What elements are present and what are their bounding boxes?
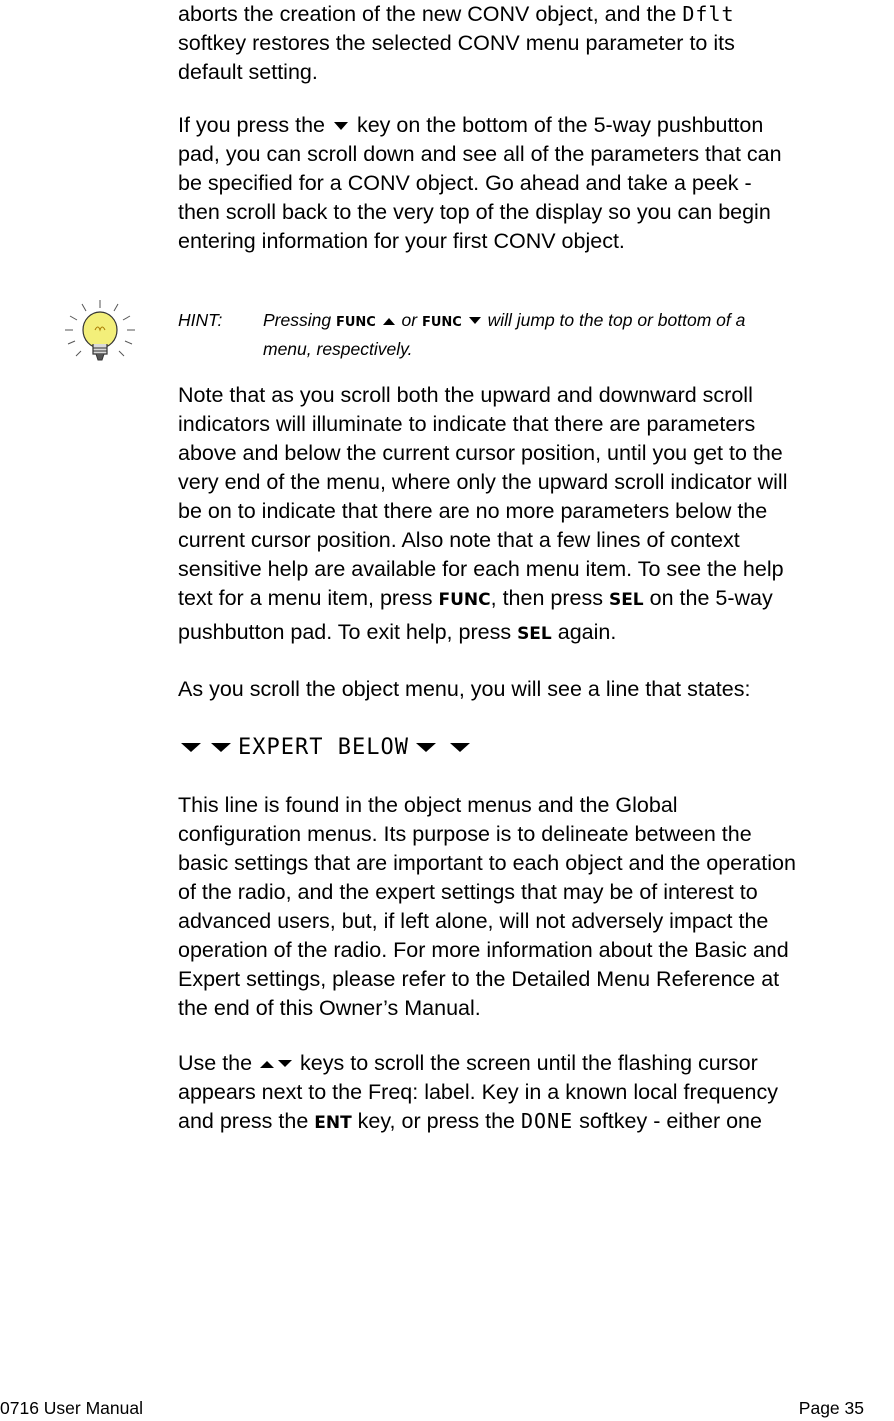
p4-line-1: As you scroll the object menu, you will see a line that states: [178, 677, 751, 701]
paragraph-2 [178, 111, 894, 256]
up-triangle-icon [381, 316, 397, 326]
p2-line-2: pad, you can scroll down and see all of the parameters that can [178, 142, 782, 166]
p3-line-2: indicators will illuminate to indicate that there are parameters [178, 412, 756, 436]
p1-line-2: softkey restores the selected CONV menu parameter to its [178, 31, 735, 55]
down-triangle-icon [276, 1058, 294, 1070]
p3-line-1: Note that as you scroll both the upward and downward scroll [178, 383, 753, 407]
p5-line-4: of the radio, and the expert settings that may be of interest to [178, 880, 758, 904]
p6-line-1: Use the keys to scroll the screen until the flashing cursor [178, 1051, 758, 1075]
p5-line-1: This line is found in the object menus and the Global [178, 793, 678, 817]
func-key-label: FUNC [438, 590, 491, 610]
p5-line-3: basic settings that are important to each object and the operation [178, 851, 796, 875]
sel-key-label: SEL [608, 590, 644, 610]
done-softkey-label: DONE [520, 1109, 574, 1133]
p6-line-3: and press the ENT key, or press the DONE softkey - either one [178, 1109, 762, 1133]
down-triangle-icon [178, 740, 204, 754]
p3-line-5: be on to indicate that there are no more parameters below the [178, 499, 768, 523]
expert-below-text: EXPERT BELOW [238, 734, 409, 760]
down-triangle-icon [208, 740, 234, 754]
p2-line-1: If you press the key on the bottom of the 5-way pushbutton [178, 113, 764, 137]
func-key-label: FUNC [335, 315, 376, 330]
p5-line-7: Expert settings, please refer to the Detailed Menu Reference at [178, 967, 780, 991]
hint-label: HINT: [178, 310, 223, 330]
p5-line-5: advanced users, but, if left alone, will not adversely impact the [178, 909, 769, 933]
p5-line-6: operation of the radio. For more information about the Basic and [178, 938, 789, 962]
down-triangle-icon [331, 120, 351, 132]
func-key-label: FUNC [421, 315, 462, 330]
p5-line-2: configuration menus. Its purpose is to delineate between the [178, 822, 752, 846]
footer-manual-title: 0716 User Manual [0, 1398, 143, 1418]
p2-line-5: entering information for your first CONV object. [178, 229, 625, 253]
p5-line-8: the end of this Owner’s Manual. [178, 996, 481, 1020]
down-triangle-icon [467, 316, 483, 326]
down-triangle-icon [447, 740, 473, 754]
p3-line-9: pushbutton pad. To exit help, press SEL again. [178, 620, 617, 644]
up-triangle-icon [258, 1058, 276, 1070]
p1-line-1: aborts the creation of the new CONV object, and the Dflt [178, 2, 735, 26]
paragraph-1 [178, 0, 894, 87]
paragraph-4 [178, 675, 894, 704]
p2-line-4: then scroll back to the very top of the display so you can begin [178, 200, 771, 224]
p3-line-6: current cursor position. Also note that a few lines of context [178, 528, 740, 552]
down-triangle-icon [413, 740, 439, 754]
hint-line-1: Pressing FUNC or FUNC will jump to the top or bottom of a [263, 310, 746, 330]
lightbulb-icon [62, 298, 138, 379]
footer-page-number: Page 35 [798, 1398, 864, 1418]
p6-line-2: appears next to the Freq: label. Key in a known local frequency [178, 1080, 778, 1104]
hint-text [263, 307, 873, 362]
paragraph-5 [178, 791, 894, 1023]
paragraph-3 [178, 381, 894, 649]
ent-key-label: ENT [314, 1113, 352, 1133]
p3-line-4: very end of the menu, where only the upward scroll indicator will [178, 470, 788, 494]
p3-line-7: sensitive help are available for each menu item. To see the help [178, 557, 784, 581]
sel-key-label: SEL [517, 624, 552, 644]
p3-line-3: above and below the current cursor position, until you get to the [178, 441, 783, 465]
p1-line-3: default setting. [178, 60, 318, 84]
dflt-softkey-label: Dflt [682, 2, 735, 26]
hint-line-2: menu, respectively. [263, 339, 413, 359]
expert-below-display-line [178, 732, 473, 762]
paragraph-6 [178, 1049, 894, 1138]
p3-line-8: text for a menu item, press FUNC, then press SEL on the 5-way [178, 586, 773, 610]
p2-line-3: be specified for a CONV object. Go ahead and take a peek - [178, 171, 752, 195]
